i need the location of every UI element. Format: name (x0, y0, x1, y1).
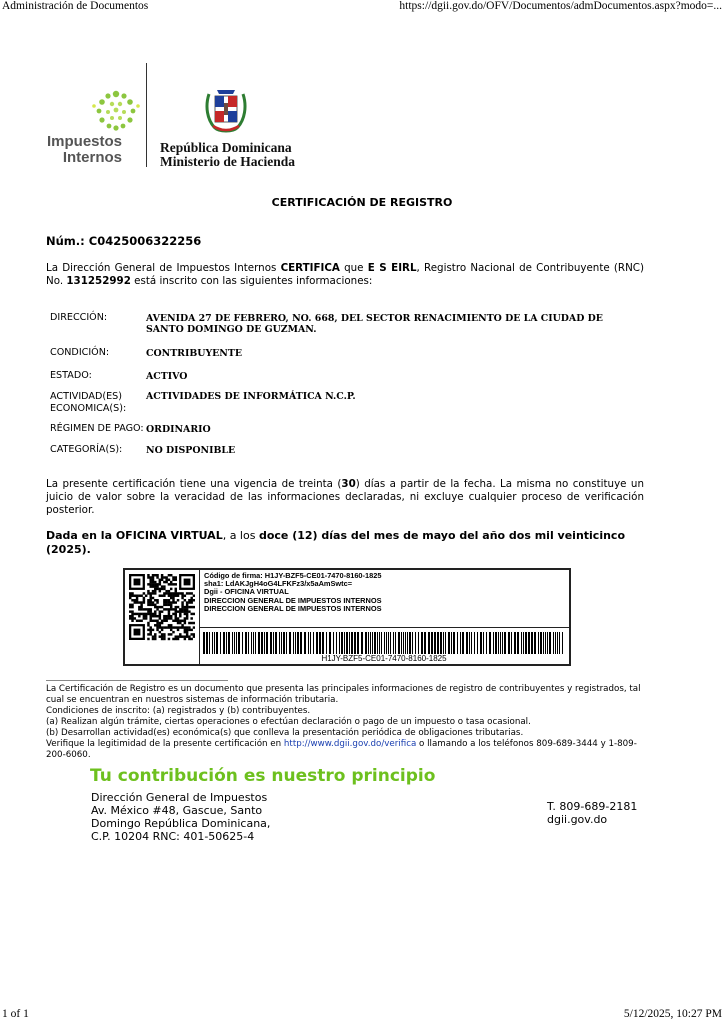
page-count: 1 of 1 (2, 1008, 29, 1020)
field-label-categoria: CATEGORÍA(S): (50, 444, 123, 455)
qr-code-icon (129, 574, 195, 642)
field-value-actividad: ACTIVIDADES DE INFORMÁTICA N.C.P. (146, 391, 356, 402)
given-text-1: Dada en la (46, 529, 116, 542)
verify-text-post: o llamando a los teléfonos 809-689-3444 y 1-809-200-6060. (46, 739, 637, 760)
barcode-icon (203, 632, 565, 654)
footer-contact (547, 800, 637, 826)
note-2: Condiciones de inscrito: (a) registrados y (b) contribuyentes. (46, 706, 311, 716)
field-label-actividad: ACTIVIDAD(ES) ECONOMICA(S): (50, 391, 127, 414)
signature-divider-v (199, 570, 200, 664)
address-line-1: Dirección General de Impuestos (91, 791, 268, 804)
intro-text-2: que (339, 262, 368, 274)
rnc-number: 131252992 (66, 275, 131, 287)
signature-sha1: sha1: LdAKJgH4oG4LFKFz3/x5aAmSwtc= (204, 579, 353, 589)
document-number (46, 234, 201, 248)
given-date: doce (12) días del mes de mayo del año dos mil veinticinco (2025) (46, 529, 626, 556)
document-title: CERTIFICACIÓN DE REGISTRO (271, 196, 453, 209)
note-verify (46, 739, 646, 761)
field-value-condicion: CONTRIBUYENTE (146, 348, 242, 359)
note-4: (b) Desarrollan actividad(es) económica(s) que conlleva la presentación periódica de obligaciones tributarias. (46, 728, 524, 738)
address-line-4: C.P. 10204 RNC: 401-50625-4 (91, 830, 255, 843)
signature-details (204, 572, 382, 613)
intro-certifica: CERTIFICA (280, 262, 340, 274)
slogan: Tu contribución es nuestro principio (90, 766, 436, 786)
address-line-2: Av. México #48, Gascue, Santo (91, 804, 263, 817)
intro-text-4: está inscrito con las siguientes informaciones: (130, 275, 373, 287)
field-value-categoria: NO DISPONIBLE (146, 445, 236, 456)
notes-separator (46, 680, 228, 681)
validity-text-1: La presente certificación tiene una vigencia de treinta ( (46, 478, 342, 490)
rd-line-1: República Dominicana (160, 140, 292, 155)
signature-org-1: DIRECCION GENERAL DE IMPUESTOS INTERNOS (204, 595, 382, 605)
company-name: E S EIRL (367, 262, 417, 274)
given-paragraph (46, 529, 644, 557)
number-label: Núm.: (46, 234, 85, 248)
barcode-text: H1JY-BZF5-CE01-7470-8160-1825 (321, 654, 447, 663)
logo-line-2: Internos (62, 149, 122, 166)
logo-line-1: Impuestos (46, 133, 122, 150)
validity-days: 30 (341, 478, 356, 490)
field-label-regimen: RÉGIMEN DE PAGO: (50, 423, 144, 434)
browser-title: Administración de Documentos (2, 0, 149, 12)
signature-divider-h (199, 627, 569, 628)
notes (46, 684, 646, 761)
logo-divider (146, 63, 147, 167)
intro-text-1: La Dirección General de Impuestos Internos (46, 262, 281, 274)
address-line-3: Domingo República Dominicana, (91, 817, 271, 830)
signature-org-2: DIRECCION GENERAL DE IMPUESTOS INTERNOS (204, 603, 382, 613)
footer-phone: T. 809-689-2181 (547, 800, 638, 813)
signature-office: Dgii - OFICINA VIRTUAL (204, 587, 289, 597)
rd-line-2: Ministerio de Hacienda (160, 154, 295, 169)
intro-text-3: , Registro Nacional de Contribuyente (RNC) No. (46, 262, 644, 287)
note-3: (a) Realizan algún trámite, ciertas operaciones o efectúan declaración o pago de un impuesto o tasa ocasional. (46, 717, 531, 727)
given-office: OFICINA VIRTUAL (115, 529, 223, 542)
coat-of-arms-icon (203, 86, 249, 134)
field-value-regimen: ORDINARIO (146, 424, 211, 435)
footer-address (91, 791, 270, 843)
intro-paragraph (46, 262, 644, 288)
given-text-3: . (86, 543, 91, 556)
validity-paragraph (46, 478, 644, 517)
republica-dominicana-wordmark (160, 141, 295, 169)
field-label-estado: ESTADO: (50, 370, 92, 381)
print-datetime: 5/12/2025, 10:27 PM (623, 1008, 722, 1020)
browser-url[interactable]: https://dgii.gov.do/OFV/Documentos/admDocumentos.aspx?modo=... (399, 0, 722, 12)
field-label-direccion: DIRECCIÓN: (50, 312, 108, 323)
footer-web: dgii.gov.do (547, 813, 608, 826)
field-value-direccion: AVENIDA 27 DE FEBRERO, NO. 668, DEL SECTOR RENACIMIENTO DE LA CIUDAD DE SANTO DOMINGO DE GUZMAN. (146, 313, 603, 335)
given-text-2: , a los (222, 529, 259, 542)
verify-link[interactable]: http://www.dgii.gov.do/verifica (283, 739, 417, 749)
validity-text-2: ) días a partir de la fecha. La misma no constituye un juicio de valor sobre la veracidad de las informaciones declaradas, ni excluye cualquier proceso de verificación posterior. (46, 478, 644, 516)
number-value: C0425006322256 (88, 234, 202, 248)
field-label-condicion: CONDICIÓN: (50, 347, 110, 358)
impuestos-internos-logo-icon (86, 86, 146, 136)
note-1: La Certificación de Registro es un documento que presenta las principales informaciones de registro de contribuyentes y registrados, tal cual se encuentran en nuestros sistemas de información tributaria. (46, 684, 641, 705)
signature-code: Código de firma: H1JY-BZF5-CE01-7470-8160-1825 (204, 571, 382, 580)
impuestos-internos-wordmark (36, 134, 122, 166)
field-value-estado: ACTIVO (146, 371, 188, 382)
verify-text-pre: Verifique la legitimidad de la presente certificación en (46, 739, 284, 749)
